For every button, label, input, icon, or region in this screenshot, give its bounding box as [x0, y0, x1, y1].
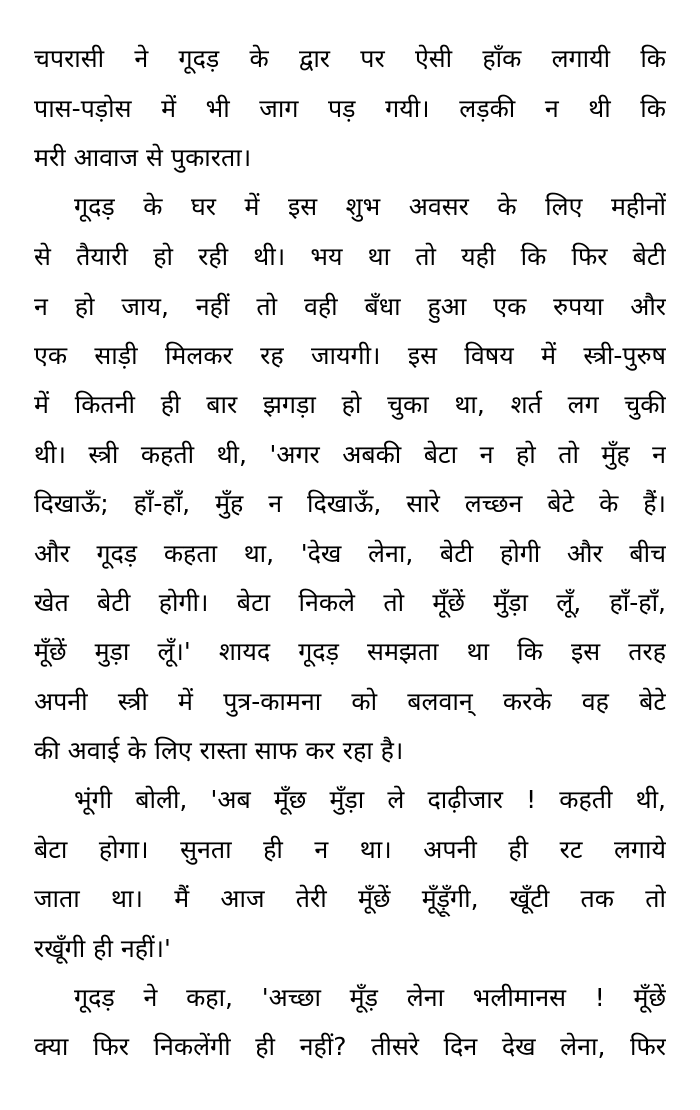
text-line: से तैयारी हो रही थी। भय था तो यही कि फिर बेटी — [34, 242, 666, 271]
text-line: की अवाई के लिए रास्ता साफ कर रहा है। — [34, 736, 404, 765]
text-line: मूँछें मुड़ा लूँ।' शायद गूदड़ समझता था कि इस तरह — [34, 637, 666, 666]
text-line: अपनी स्त्री में पुत्र-कामना को बलवान् करके वह बेटे — [34, 687, 666, 716]
text-line: जाता था। मैं आज तेरी मूँछें मूँड़ूँगी, खूँटी तक तो — [34, 884, 666, 913]
text-line: थी। स्त्री कहती थी, 'अगर अबकी बेटा न हो तो मुँह न — [34, 440, 666, 469]
text-line: भूंगी बोली, 'अब मूँछ मुँड़ा ले दाढ़ीजार ! कहती थी, — [74, 785, 666, 814]
text-line: न हो जाय, नहीं तो वही बँधा हुआ एक रुपया और — [34, 292, 666, 321]
text-line: बेटा होगा। सुनता ही न था। अपनी ही रट लगाये — [34, 835, 666, 864]
text-line: पास-पड़ोस में भी जाग पड़ गयी। लड़की न थी कि — [34, 94, 666, 123]
text-line: दिखाऊँ; हाँ-हाँ, मुँह न दिखाऊँ, सारे लच्छन बेटे के हैं। — [34, 489, 666, 518]
text-line: गूदड़ के घर में इस शुभ अवसर के लिए महीनों — [74, 192, 666, 221]
text-line: और गूदड़ कहता था, 'देख लेना, बेटी होगी और बीच — [34, 539, 666, 568]
text-line: में कितनी ही बार झगड़ा हो चुका था, शर्त लग चुकी — [34, 390, 666, 419]
text-line: खेत बेटी होगी। बेटा निकले तो मूँछें मुँड़ा लूँ, हाँ-हाँ, — [34, 588, 666, 617]
text-line: चपरासी ने गूदड़ के द्वार पर ऐसी हाँक लगायी कि — [34, 44, 666, 73]
text-line: क्या फिर निकलेंगी ही नहीं? तीसरे दिन देख लेना, फिर — [34, 1032, 666, 1061]
text-line: रखूँगी ही नहीं।' — [34, 934, 171, 963]
text-line: गूदड़ ने कहा, 'अच्छा मूँड़ लेना भलीमानस ! मूँछें — [74, 983, 666, 1012]
text-line: एक साड़ी मिलकर रह जायगी। इस विषय में स्त्री-पुरुष — [34, 341, 666, 370]
text-line: मरी आवाज से पुकारता। — [34, 143, 252, 172]
